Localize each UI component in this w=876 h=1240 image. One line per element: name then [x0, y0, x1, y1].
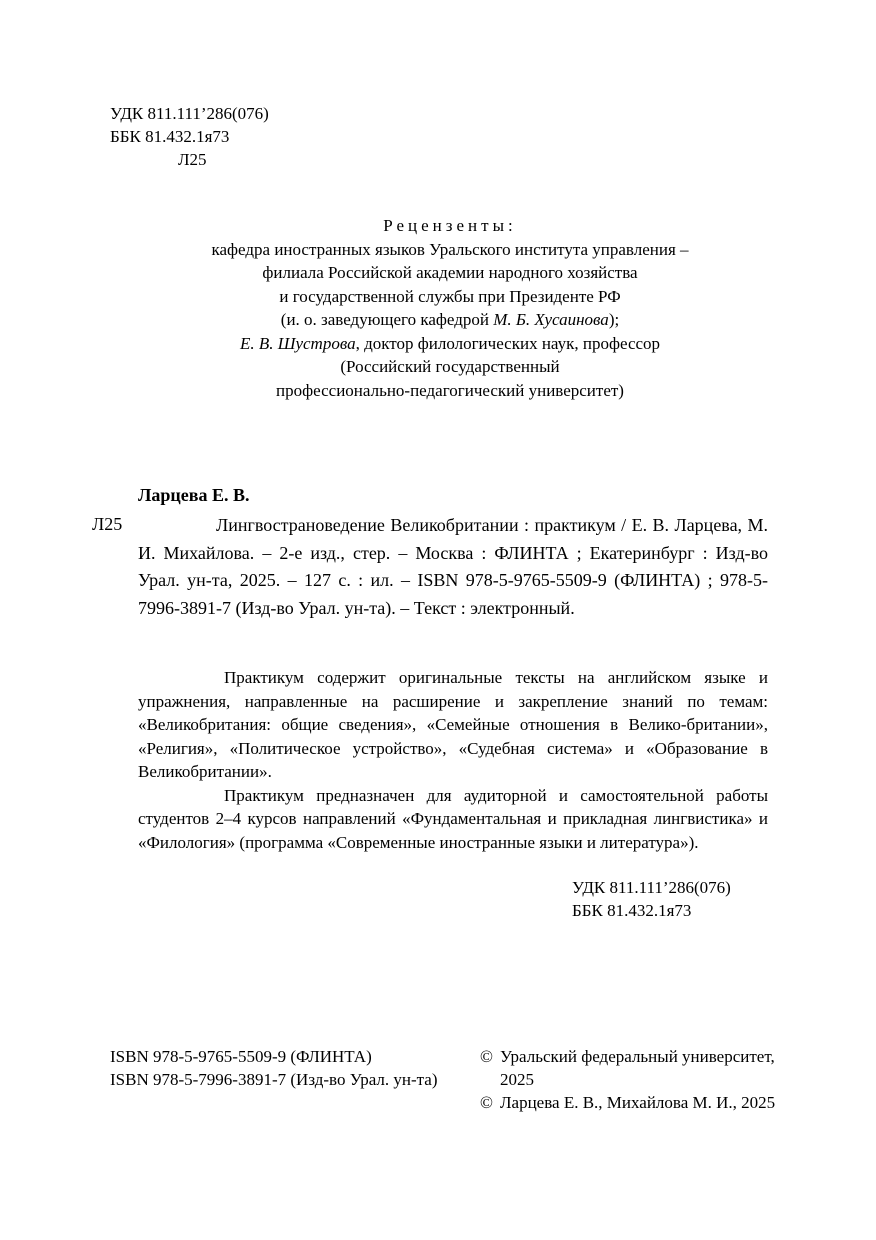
reviewer-line-6: (Российский государственный [340, 357, 560, 376]
copyright-symbol: © [480, 1047, 493, 1066]
reviewer-head-name: М. Б. Хусаинова [493, 310, 609, 329]
bibliographic-description: Лингвострановедение Великобритании : практикум / Е. В. Ларцева, М. И. Михайлова. – 2-е изд., стер. – Москва : ФЛИНТА ; Екатеринбург : Изд-во Урал. ун-та, 2025. – 127 с. : ил. – ISBN 978-5-9765-5509-9 (ФЛИНТА) ; 978-5-7996-3891-7 (Изд-во Урал. ун-та). – Текст : электронный. [138, 515, 768, 618]
reviewers-block [120, 214, 780, 402]
copyright-item-2 [480, 1091, 780, 1114]
copyright-item-1 [480, 1045, 780, 1091]
udk-code: УДК 811.111’286(076) [110, 104, 269, 123]
reviewers-heading: Рецензенты: [383, 216, 517, 235]
author-mark-side: Л25 [92, 514, 123, 534]
reviewer-name: Е. В. Шустрова [239, 333, 356, 353]
isbn-flinta: ISBN 978-5-9765-5509-9 (ФЛИНТА) [110, 1047, 372, 1066]
annotation-paragraph-2: Практикум предназначен для аудиторной и самостоятельной работы студентов 2–4 курсов направлений «Фундаментальная и прикладная лингвистика» и «Филология» (программа «Современные иностранные языки и литература»). [138, 785, 768, 852]
classification-top [110, 102, 269, 171]
reviewer-line-7: профессионально-педагогический университет) [276, 380, 624, 400]
book-author: Ларцева Е. В. [138, 485, 250, 505]
bbk-code: ББК 81.432.1я73 [110, 127, 230, 146]
reviewer-line-5 [120, 332, 780, 356]
copyright-symbol: © [480, 1093, 493, 1112]
isbn-block [110, 1045, 438, 1091]
bbk-code-bottom: ББК 81.432.1я73 [572, 901, 692, 920]
reviewer-line-2: филиала Российской академии народного хозяйства [262, 263, 638, 282]
reviewer-line-3: и государственной службы при Президенте РФ [279, 286, 621, 306]
copyright-holder-2: Ларцева Е. В., Михайлова М. И., 2025 [500, 1093, 776, 1112]
classification-bottom [572, 876, 731, 922]
isbn-ural: ISBN 978-5-7996-3891-7 (Изд-во Урал. ун-та) [110, 1070, 438, 1089]
reviewer-line-4-prefix: (и. о. заведующего кафедрой [280, 310, 494, 329]
udk-code-bottom: УДК 811.111’286(076) [572, 878, 731, 897]
reviewer-line-4 [120, 308, 780, 332]
reviewer-line-4-suffix: ); [608, 310, 620, 329]
author-mark: Л25 [178, 150, 207, 169]
annotation-paragraph-1: Практикум содержит оригинальные тексты на английском языке и упражнения, направленные на расширение и закрепление знаний по темам: «Великобритания: общие сведения», «Семейные отношения в Велико-британии», «Религия», «Политическое устройство», «Судебная система» и «Образование в Великобритании». [138, 668, 768, 781]
reviewer-credentials: , доктор филологических наук, профессор [355, 333, 661, 353]
copyright-block [480, 1045, 780, 1114]
copyright-holder-1: Уральский федеральный университет, 2025 [500, 1047, 775, 1089]
reviewer-line-1: кафедра иностранных языков Уральского института управления – [211, 239, 689, 259]
annotation [138, 666, 768, 854]
